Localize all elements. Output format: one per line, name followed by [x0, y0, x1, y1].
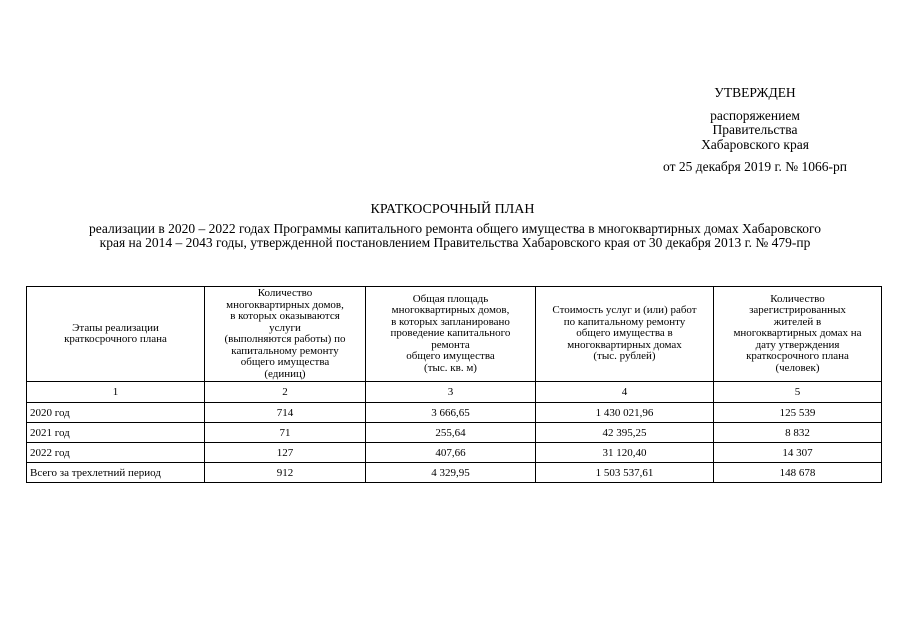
- approval-line-region: Хабаровского края: [701, 136, 809, 152]
- header-house-count: [205, 287, 366, 382]
- area-cell: 255,64: [366, 423, 536, 443]
- header-text: (выполняются работы) по: [224, 333, 346, 345]
- header-text: (человек): [775, 361, 820, 374]
- residents-cell: 125 539: [714, 403, 882, 423]
- column-number: 5: [714, 382, 882, 403]
- document-subtitle: [26, 222, 884, 250]
- header-text: общего имущества в: [576, 327, 673, 340]
- header-text: проведение капитального: [390, 327, 511, 340]
- cost-cell: 31 120,40: [536, 443, 714, 463]
- header-text: ремонта: [431, 338, 470, 351]
- header-text: зарегистрированных: [749, 304, 846, 317]
- header-text: капитальному ремонту: [231, 344, 339, 357]
- approval-status: УТВЕРЖДЕН: [714, 85, 796, 100]
- column-number: 3: [366, 382, 536, 403]
- document-title: КРАТКОСРОЧНЫЙ ПЛАН: [370, 202, 535, 217]
- table-row-2022: [27, 443, 882, 463]
- header-text: Количество: [770, 292, 825, 305]
- header-text: жителей в: [773, 315, 822, 328]
- header-text: в которых запланировано: [391, 315, 510, 328]
- stage-cell: Всего за трехлетний период: [27, 463, 205, 483]
- approval-line-government: Правительства: [712, 122, 798, 137]
- header-text: краткосрочного плана: [746, 350, 849, 363]
- house-count-cell: 912: [205, 463, 366, 483]
- header-text: многоквартирных домов,: [226, 298, 344, 311]
- area-cell: 407,66: [366, 443, 536, 463]
- header-text: по капитальному ремонту: [563, 315, 686, 328]
- subtitle-line-2: края на 2014 – 2043 годы, утвержденной постановлением Правительства Хабаровского края от 30 декабря 2013 г. № 479-пр: [99, 235, 811, 250]
- cost-cell: 1 430 021,96: [536, 403, 714, 423]
- header-text: Общая площадь: [412, 292, 489, 305]
- area-cell: 4 329,95: [366, 463, 536, 483]
- header-text: общего имущества: [406, 350, 495, 363]
- header-text: общего имущества: [240, 356, 330, 368]
- header-stages: [27, 287, 205, 382]
- header-text: краткосрочного плана: [64, 333, 167, 345]
- header-total-area: [366, 287, 536, 382]
- plan-table: [26, 286, 882, 483]
- cost-cell: 42 395,25: [536, 423, 714, 443]
- header-residents: [714, 287, 882, 382]
- header-row: [27, 287, 882, 382]
- subtitle-line-1: реализации в 2020 – 2022 годах Программы капитального ремонта общего имущества в многоквартирных домах Хабаровского: [88, 221, 821, 236]
- residents-cell: 14 307: [714, 443, 882, 463]
- column-number: 2: [205, 382, 366, 403]
- cost-cell: 1 503 537,61: [536, 463, 714, 483]
- header-text: дату утверждения: [755, 338, 840, 351]
- area-cell: 3 666,65: [366, 403, 536, 423]
- header-text: многоквартирных домов,: [391, 304, 510, 317]
- header-text: (единиц): [264, 367, 306, 380]
- residents-cell: 148 678: [714, 463, 882, 483]
- stage-cell: 2020 год: [27, 403, 205, 423]
- table-row-total: [27, 463, 882, 483]
- header-cost: [536, 287, 714, 382]
- header-text: (тыс. кв. м): [424, 361, 477, 374]
- header-text: многоквартирных домах: [567, 338, 682, 351]
- approval-line-order: распоряжением: [710, 107, 800, 123]
- stage-cell: 2021 год: [27, 423, 205, 443]
- house-count-cell: 714: [205, 403, 366, 423]
- plan-table-header: [27, 287, 882, 382]
- column-number-row: [27, 382, 882, 403]
- header-text: услуги: [269, 321, 301, 334]
- header-text: многоквартирных домах на: [733, 327, 862, 340]
- house-count-cell: 127: [205, 443, 366, 463]
- table-row-2021: [27, 423, 882, 443]
- header-text: в которых оказываются: [230, 310, 340, 322]
- column-number: 1: [27, 382, 205, 403]
- header-text: (тыс. рублей): [593, 350, 656, 363]
- header-text: Этапы реализации: [72, 321, 159, 334]
- column-number: 4: [536, 382, 714, 403]
- residents-cell: 8 832: [714, 423, 882, 443]
- approval-date-number: от 25 декабря 2019 г. № 1066-рп: [663, 159, 847, 174]
- house-count-cell: 71: [205, 423, 366, 443]
- approval-block: [640, 86, 870, 175]
- header-text: Стоимость услуг и (или) работ: [552, 304, 697, 317]
- table-row-2020: [27, 403, 882, 423]
- stage-cell: 2022 год: [27, 443, 205, 463]
- header-text: Количество: [257, 287, 313, 299]
